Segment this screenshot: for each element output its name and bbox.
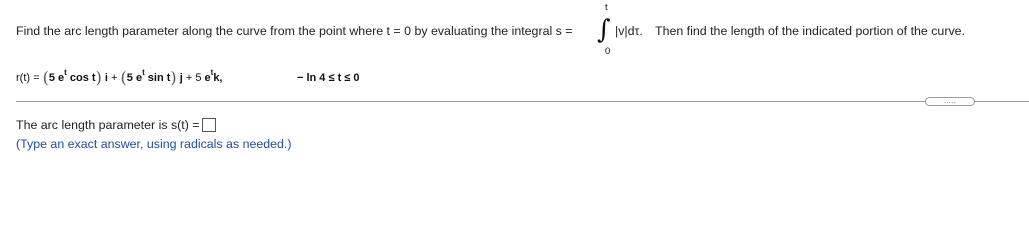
term1-coefficient: 5: [48, 72, 55, 84]
integral-sign-icon: ∫: [597, 15, 611, 45]
section-divider: [16, 101, 1029, 102]
term1-unit-vector: i: [104, 72, 108, 84]
function-domain: − ln 4 ≤ t ≤ 0: [297, 72, 360, 84]
integrand: |v|dτ.: [615, 24, 643, 38]
vector-function: r(t) = (5 $e^t$ cos t) i + (5 $e^t$ sin t) j + 5 $e^tk$,: [16, 68, 223, 87]
plus-sign: +: [107, 72, 121, 84]
term1-base: e: [58, 72, 65, 84]
term3-base: e: [204, 72, 211, 84]
answer-hint: (Type an exact answer, using radicals as needed.): [16, 137, 292, 151]
answer-prompt: The arc length parameter is s(t) =: [16, 118, 200, 132]
answer-line: [16, 118, 216, 132]
term2-trig: sin t: [147, 72, 171, 84]
more-button[interactable]: .....: [925, 97, 975, 106]
term2-unit-vector: j: [179, 72, 183, 84]
plus-term3: + 5: [182, 72, 202, 84]
question-suffix: Then find the length of the indicated portion of the curve.: [655, 24, 965, 38]
question-prefix: Find the arc length parameter along the curve from the point where t = 0 by evaluating the integral s =: [16, 24, 573, 38]
answer-input[interactable]: [202, 118, 216, 132]
integral-lower-limit: 0: [605, 46, 611, 57]
term2-base: e: [135, 72, 143, 84]
term1-trig: cos t: [69, 72, 96, 84]
term2-exponent: t: [142, 68, 145, 77]
integral-upper-limit: t: [605, 2, 608, 13]
term2-coefficient: 5: [126, 72, 133, 84]
term3-unit-vector: k,: [213, 72, 223, 84]
function-lhs: r(t) =: [16, 72, 43, 84]
term3-exponent: t: [210, 68, 214, 77]
term1-exponent: t: [64, 68, 67, 77]
